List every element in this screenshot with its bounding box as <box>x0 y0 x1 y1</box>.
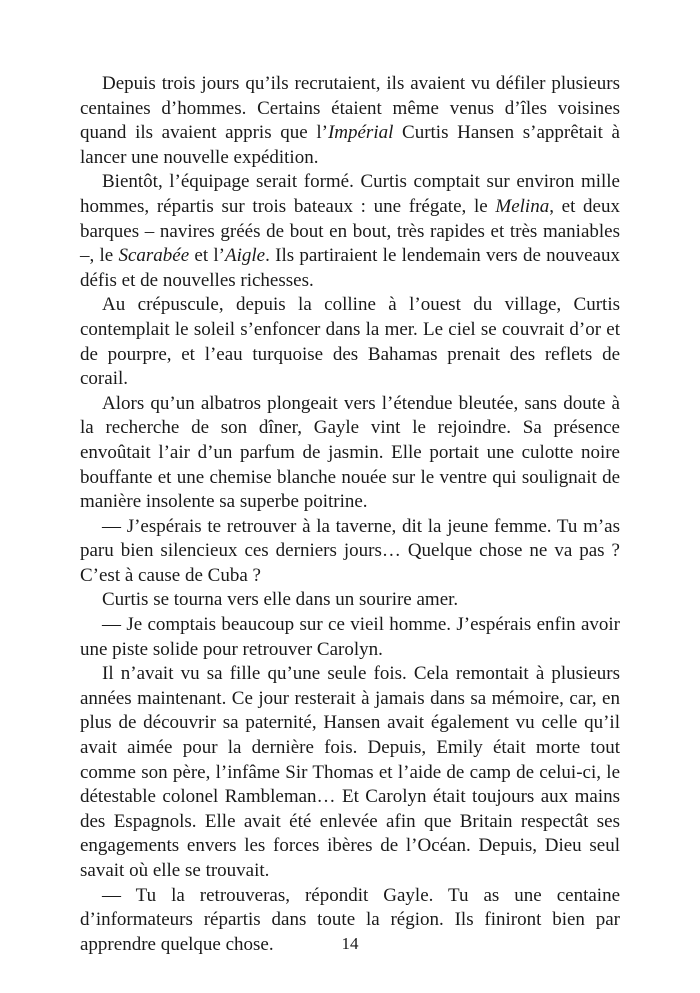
text-run: , et deux barques – navires gréés de bout en bout, très rapides et très maniables –, le <box>80 195 620 267</box>
paragraph <box>80 613 620 662</box>
text-run: — Tu la retrouveras, répondit Gayle. Tu as une centaine d’informateurs répartis dans toute la région. Ils finiront bien par apprendre quelque chose. <box>80 884 620 955</box>
text-run: et l’ <box>189 245 225 267</box>
body-text <box>80 72 620 957</box>
text-run: Au crépuscule, depuis la colline à l’ouest du village, Curtis contemplait le soleil s’enfoncer dans la mer. Le ciel se couvrait d’or et de pourpre, et l’eau turquoise des Bahamas prenait des reflets de corail. <box>80 294 620 390</box>
text-run: Curtis se tourna vers elle dans un sourire amer. <box>102 589 459 611</box>
paragraph <box>80 72 620 170</box>
text-run: Il n’avait vu sa fille qu’une seule fois. Cela remontait à plusieurs années maintenant. Ce jour resterait à jamais dans sa mémoire, car, en plus de découvrir sa paternité, Hansen avait également vu celle qu’il avait aimée pour la dernière fois. Depuis, Emily était morte tout comme son père, l’infâme Sir Thomas et l’aide de camp de celui-ci, le détestable colonel Rambleman… Et Carolyn était toujours aux mains des Espagnols. Elle avait été enlevée afin que Britain respectât ses engagements envers les forces ibères de l’Océan. Depuis, Dieu seul savait où elle se trouvait. <box>80 663 620 881</box>
page-number: 14 <box>341 934 359 953</box>
paragraph <box>80 588 620 613</box>
text-run: . Ils partiraient le lendemain vers de nouveaux défis et de nouvelles richesses. <box>80 245 620 291</box>
text-run: Alors qu’un albatros plongeait vers l’étendue bleutée, sans doute à la recherche de son dîner, Gayle vint le rejoindre. Sa présence envoûtait l’air d’un parfum de jasmin. Elle portait une culotte noire bouffante et une chemise blanche nouée sur le ventre qui soulignait de manière insolente sa superbe poitrine. <box>80 392 620 513</box>
text-run: Bientôt, l’équipage serait formé. Curtis comptait sur environ mille hommes, répartis sur trois bateaux : une frégate, le <box>80 171 620 217</box>
text-run: — Je comptais beaucoup sur ce vieil homme. J’espérais enfin avoir une piste solide pour retrouver Carolyn. <box>80 614 620 660</box>
italic-run: Melina <box>495 195 550 217</box>
paragraph <box>80 515 620 589</box>
text-run: — J’espérais te retrouver à la taverne, dit la jeune femme. Tu m’as paru bien silencieux ces derniers jours… Quelque chose ne va pas ? C’est à cause de Cuba ? <box>80 515 620 586</box>
paragraph <box>80 662 620 883</box>
paragraph <box>80 170 620 293</box>
text-run: Curtis Hansen s’apprêtait à lancer une nouvelle expédition. <box>80 122 620 168</box>
paragraph <box>80 293 620 391</box>
italic-run: Scarabée <box>118 245 190 267</box>
italic-run: Impérial <box>327 122 394 144</box>
italic-run: Aigle <box>225 245 266 267</box>
paragraph <box>80 392 620 515</box>
text-run: Depuis trois jours qu’ils recrutaient, ils avaient vu défiler plusieurs centaines d’hommes. Certains étaient même venus d’îles voisines quand ils avaient appris que l’ <box>80 73 620 144</box>
